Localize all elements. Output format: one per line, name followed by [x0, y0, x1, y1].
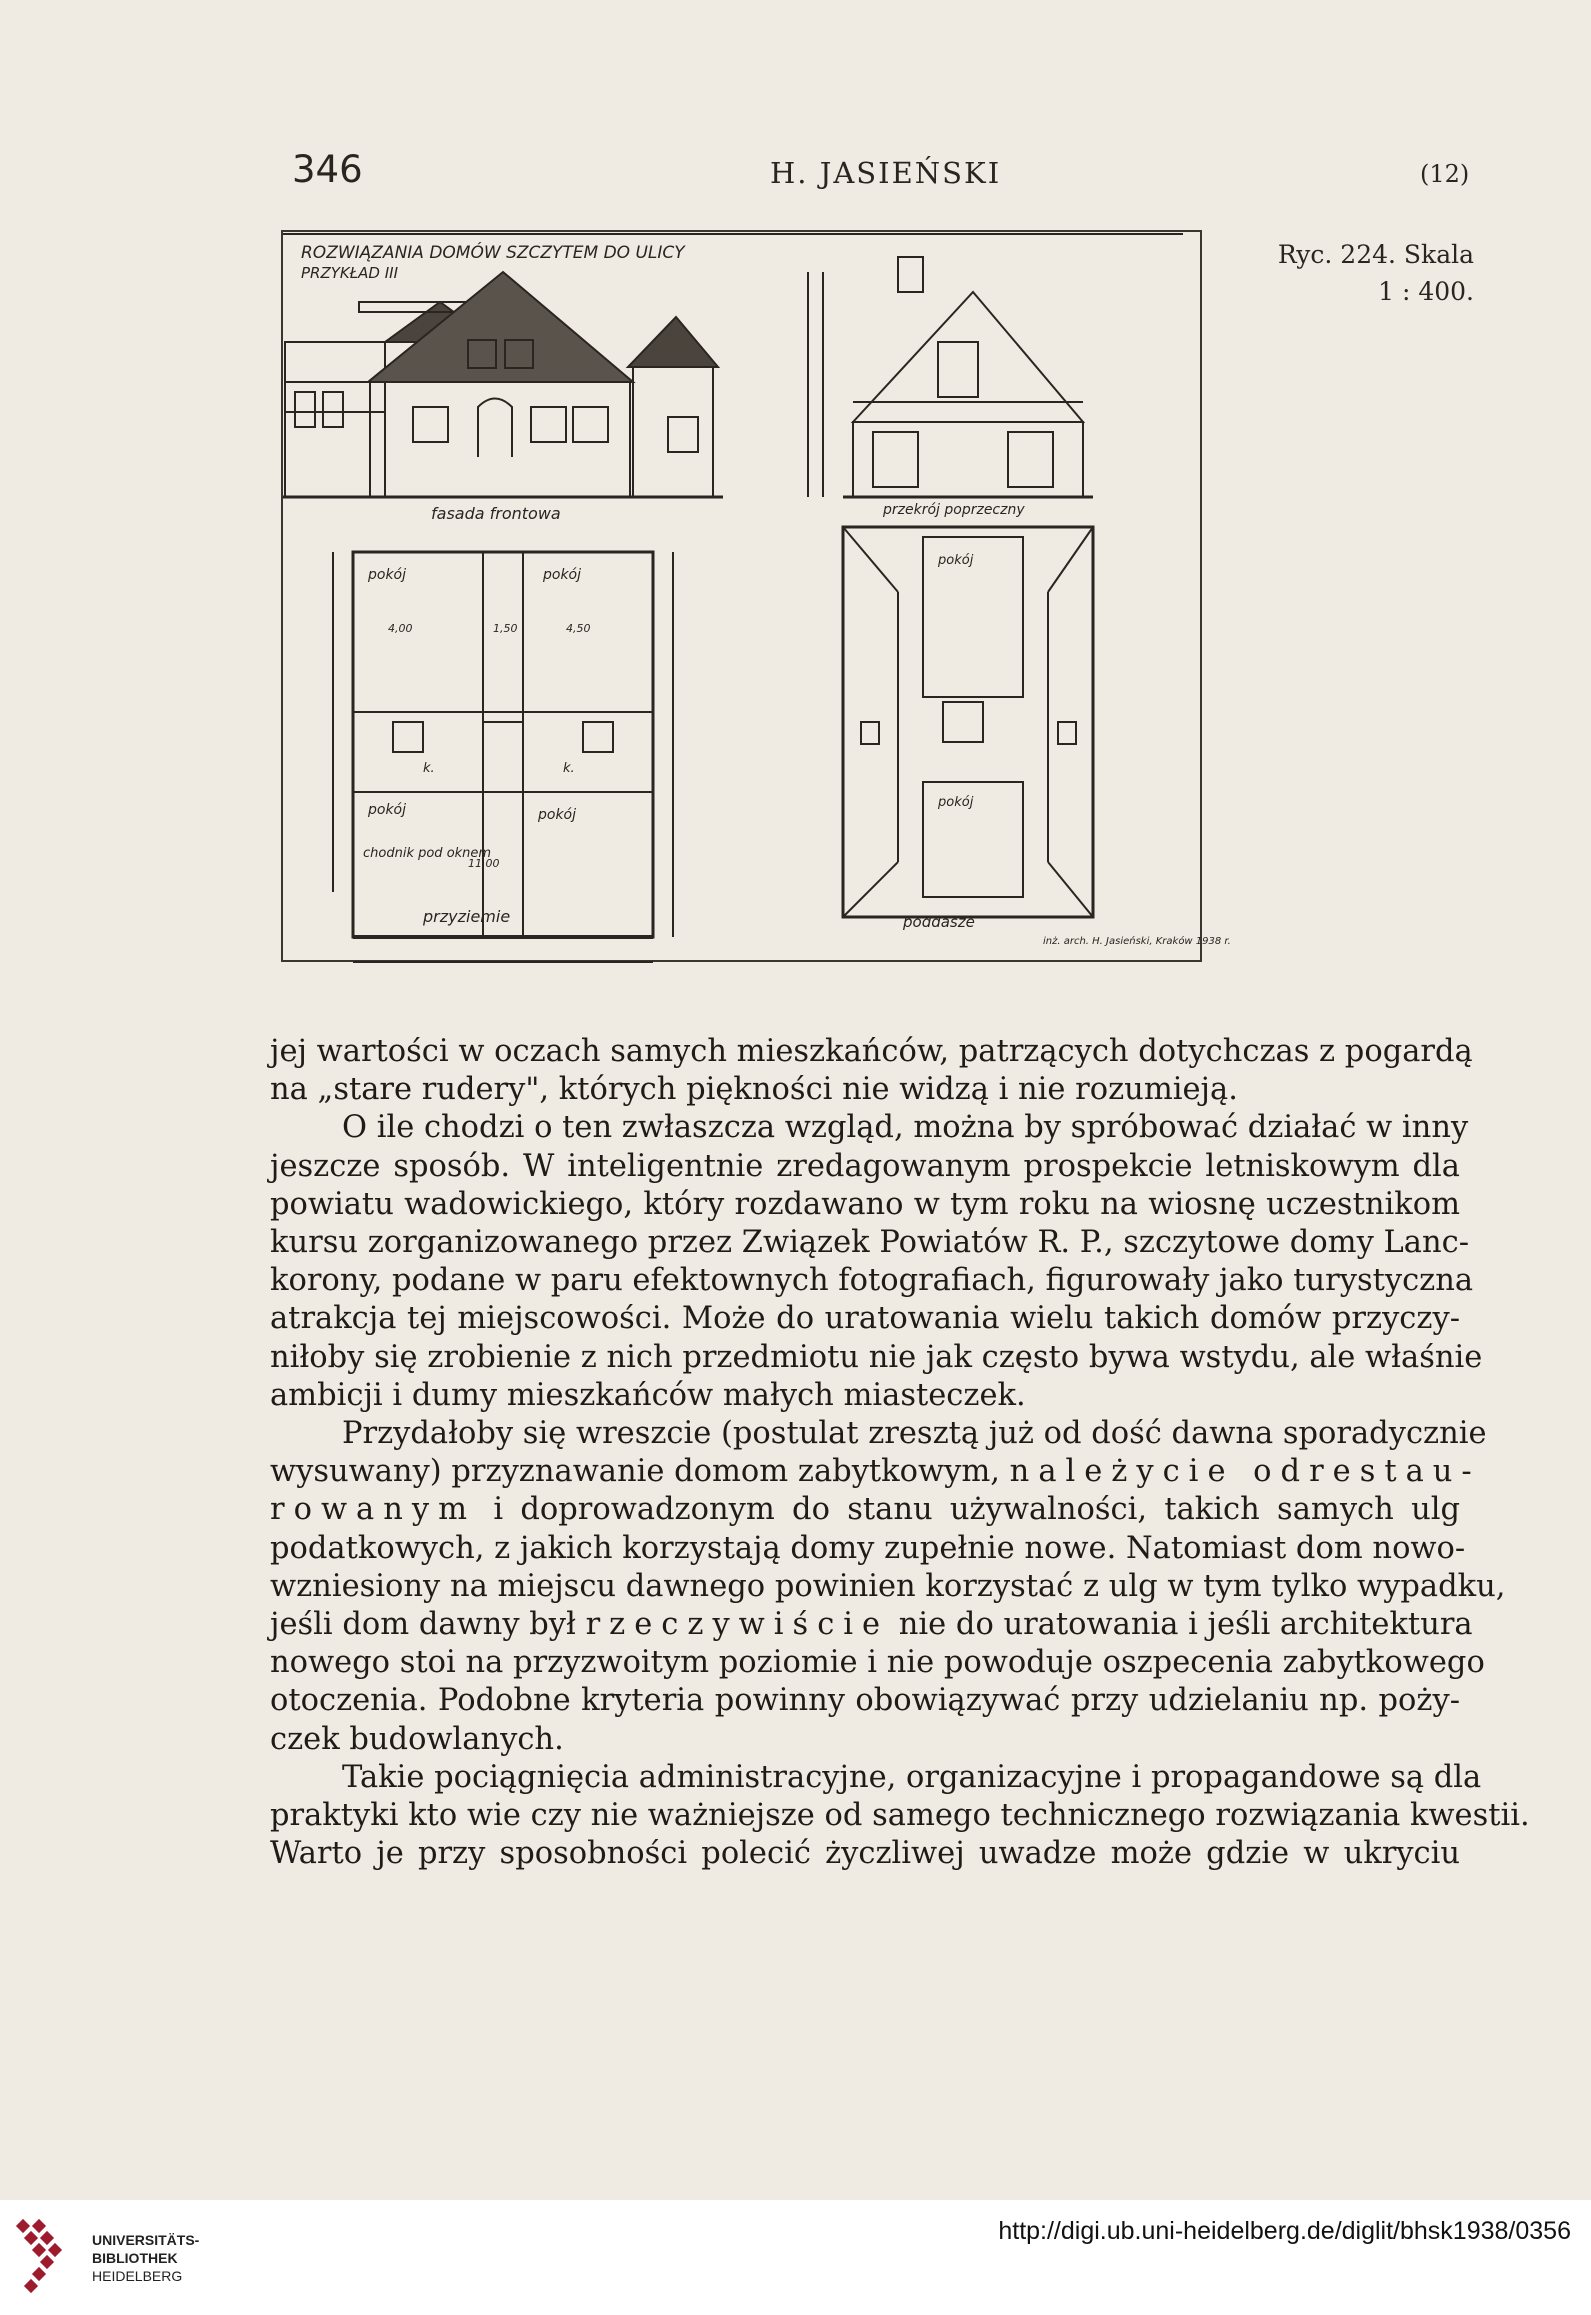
room-label: pokój [543, 567, 582, 583]
room-label: pokój [538, 807, 577, 823]
text-line [270, 1453, 1481, 1491]
attic-label: poddasze [903, 913, 975, 931]
text-line: ambicji i dumy mieszkańców małych miasteczek. [270, 1377, 1026, 1413]
drawing-svg [283, 232, 1231, 960]
text-line: kursu zorganizowanego przez Związek Powiatów R. P., szczytowe domy Lanc- [270, 1225, 1470, 1261]
dimension-label: 1,50 [493, 622, 518, 635]
text-line: niłoby się zrobienie z nich przedmiotu nie jak często bywa wstydu, ale właśnie [270, 1339, 1483, 1375]
body-text [270, 1033, 1530, 1873]
text-segment: wysuwany) przyznawanie domom zabytkowym, [270, 1454, 1010, 1490]
dimension-label: 4,50 [566, 622, 591, 635]
kitchen-label: k. [423, 761, 435, 776]
text-line: Warto je przy sposobności polecić życzliwej uwadze może gdzie w ukryciu [270, 1836, 1460, 1872]
ground-floor-label: przyziemie [423, 907, 511, 926]
caption-line: Ryc. 224. Skala [1277, 240, 1474, 269]
page-number: 346 [292, 148, 363, 191]
text-segment: i doprowadzonym do stanu używalności, takich samych ulg [476, 1492, 1460, 1528]
text-line: jeszcze sposób. W inteligentnie zredagowanym prospekcie letniskowym dla [270, 1148, 1460, 1184]
library-name [92, 2231, 199, 2285]
running-head: H. JASIEŃSKI [770, 156, 1002, 190]
paragraph [270, 1759, 1530, 1874]
caption-line: 1 : 400. [1378, 277, 1474, 306]
library-name-line: HEIDELBERG [92, 2268, 183, 2284]
kitchen-label: k. [563, 761, 575, 776]
figure-title-1: ROZWIĄZANIA DOMÓW SZCZYTEM DO ULICY [301, 243, 685, 263]
text-line: otoczenia. Podobne kryteria powinny obowiązywać przy udzielaniu np. poży- [270, 1683, 1460, 1719]
paragraph [270, 1109, 1483, 1415]
text-line: nowego stoi na przyzwoitym poziomie i nie powoduje oszpecenia zabytkowego [270, 1645, 1485, 1681]
figure-title-2: PRZYKŁAD III [301, 264, 399, 282]
architect-signature: inż. arch. H. Jasieński, Kraków 1938 r. [1043, 936, 1231, 947]
source-url-link[interactable]: http://digi.ub.uni-heidelberg.de/diglit/bhsk1938/0356 [998, 2217, 1571, 2245]
emphasized-text: rowanym [270, 1492, 477, 1528]
room-label: pokój [368, 567, 407, 583]
text-line: wzniesiony na miejscu dawnego powinien korzystać z ulg w tym tylko wypadku, [270, 1568, 1506, 1604]
ground-floor-plan [333, 552, 673, 962]
text-line: atrakcja tej miejscowości. Może do uratowania wielu takich domów przyczy- [270, 1301, 1460, 1337]
dimension-label: 4,00 [388, 622, 413, 635]
sidewalk-label: chodnik pod oknem [363, 846, 492, 861]
section-label: przekrój poprzeczny [883, 502, 1025, 518]
room-label: pokój [938, 795, 974, 810]
text-line: na „stare rudery", których piękności nie widzą i nie rozumieją. [270, 1072, 1238, 1108]
text-line: Przydałoby się wreszcie (postulat zresztą już od dość dawna sporadycznie [342, 1416, 1487, 1452]
library-name-line: UNIVERSITÄTS- [92, 2232, 200, 2248]
text-segment: jeśli dom dawny był [270, 1607, 586, 1643]
figure-caption [1254, 236, 1474, 310]
text-line: korony, podane w paru efektownych fotografiach, figurowały jako turystyczna [270, 1263, 1474, 1299]
facade-drawing [283, 272, 723, 497]
paragraph [270, 1033, 1473, 1109]
university-library-logo [14, 2215, 82, 2295]
text-line: jej wartości w oczach samych mieszkańców, patrzących dotychczas z pogardą [270, 1034, 1473, 1069]
dimension-label: 11,00 [468, 857, 500, 870]
emphasized-text: rzeczywiście [585, 1607, 890, 1643]
text-line: Takie pociągnięcia administracyjne, organizacyjne i propagandowe są dla [342, 1759, 1482, 1795]
paragraph [270, 1415, 1506, 1759]
page-header [0, 148, 1591, 198]
text-line: O ile chodzi o ten zwłaszcza wzgląd, można by spróbować działać w inny [342, 1110, 1469, 1146]
architectural-drawing [281, 230, 1231, 962]
attic-plan [843, 527, 1093, 917]
text-line: podatkowych, z jakich korzystają domy zupełnie nowe. Natomiast dom nowo- [270, 1530, 1466, 1566]
text-line: powiatu wadowickiego, który rozdawano w tym roku na wiosnę uczestnikom [270, 1186, 1460, 1222]
room-label: pokój [938, 553, 974, 568]
emphasized-text: należycie odrestau- [1009, 1454, 1481, 1490]
text-line [270, 1491, 1460, 1529]
library-name-line: BIBLIOTHEK [92, 2250, 178, 2266]
room-label: pokój [368, 802, 407, 818]
cross-section-drawing [808, 257, 1093, 497]
text-line: czek budowlanych. [270, 1721, 564, 1757]
section-number: (12) [1420, 160, 1470, 188]
facade-label: fasada frontowa [431, 504, 561, 523]
text-line [270, 1606, 1473, 1644]
text-line: praktyki kto wie czy nie ważniejsze od samego technicznego rozwiązania kwestii. [270, 1798, 1530, 1834]
text-segment: nie do uratowania i jeśli architektura [889, 1607, 1473, 1643]
